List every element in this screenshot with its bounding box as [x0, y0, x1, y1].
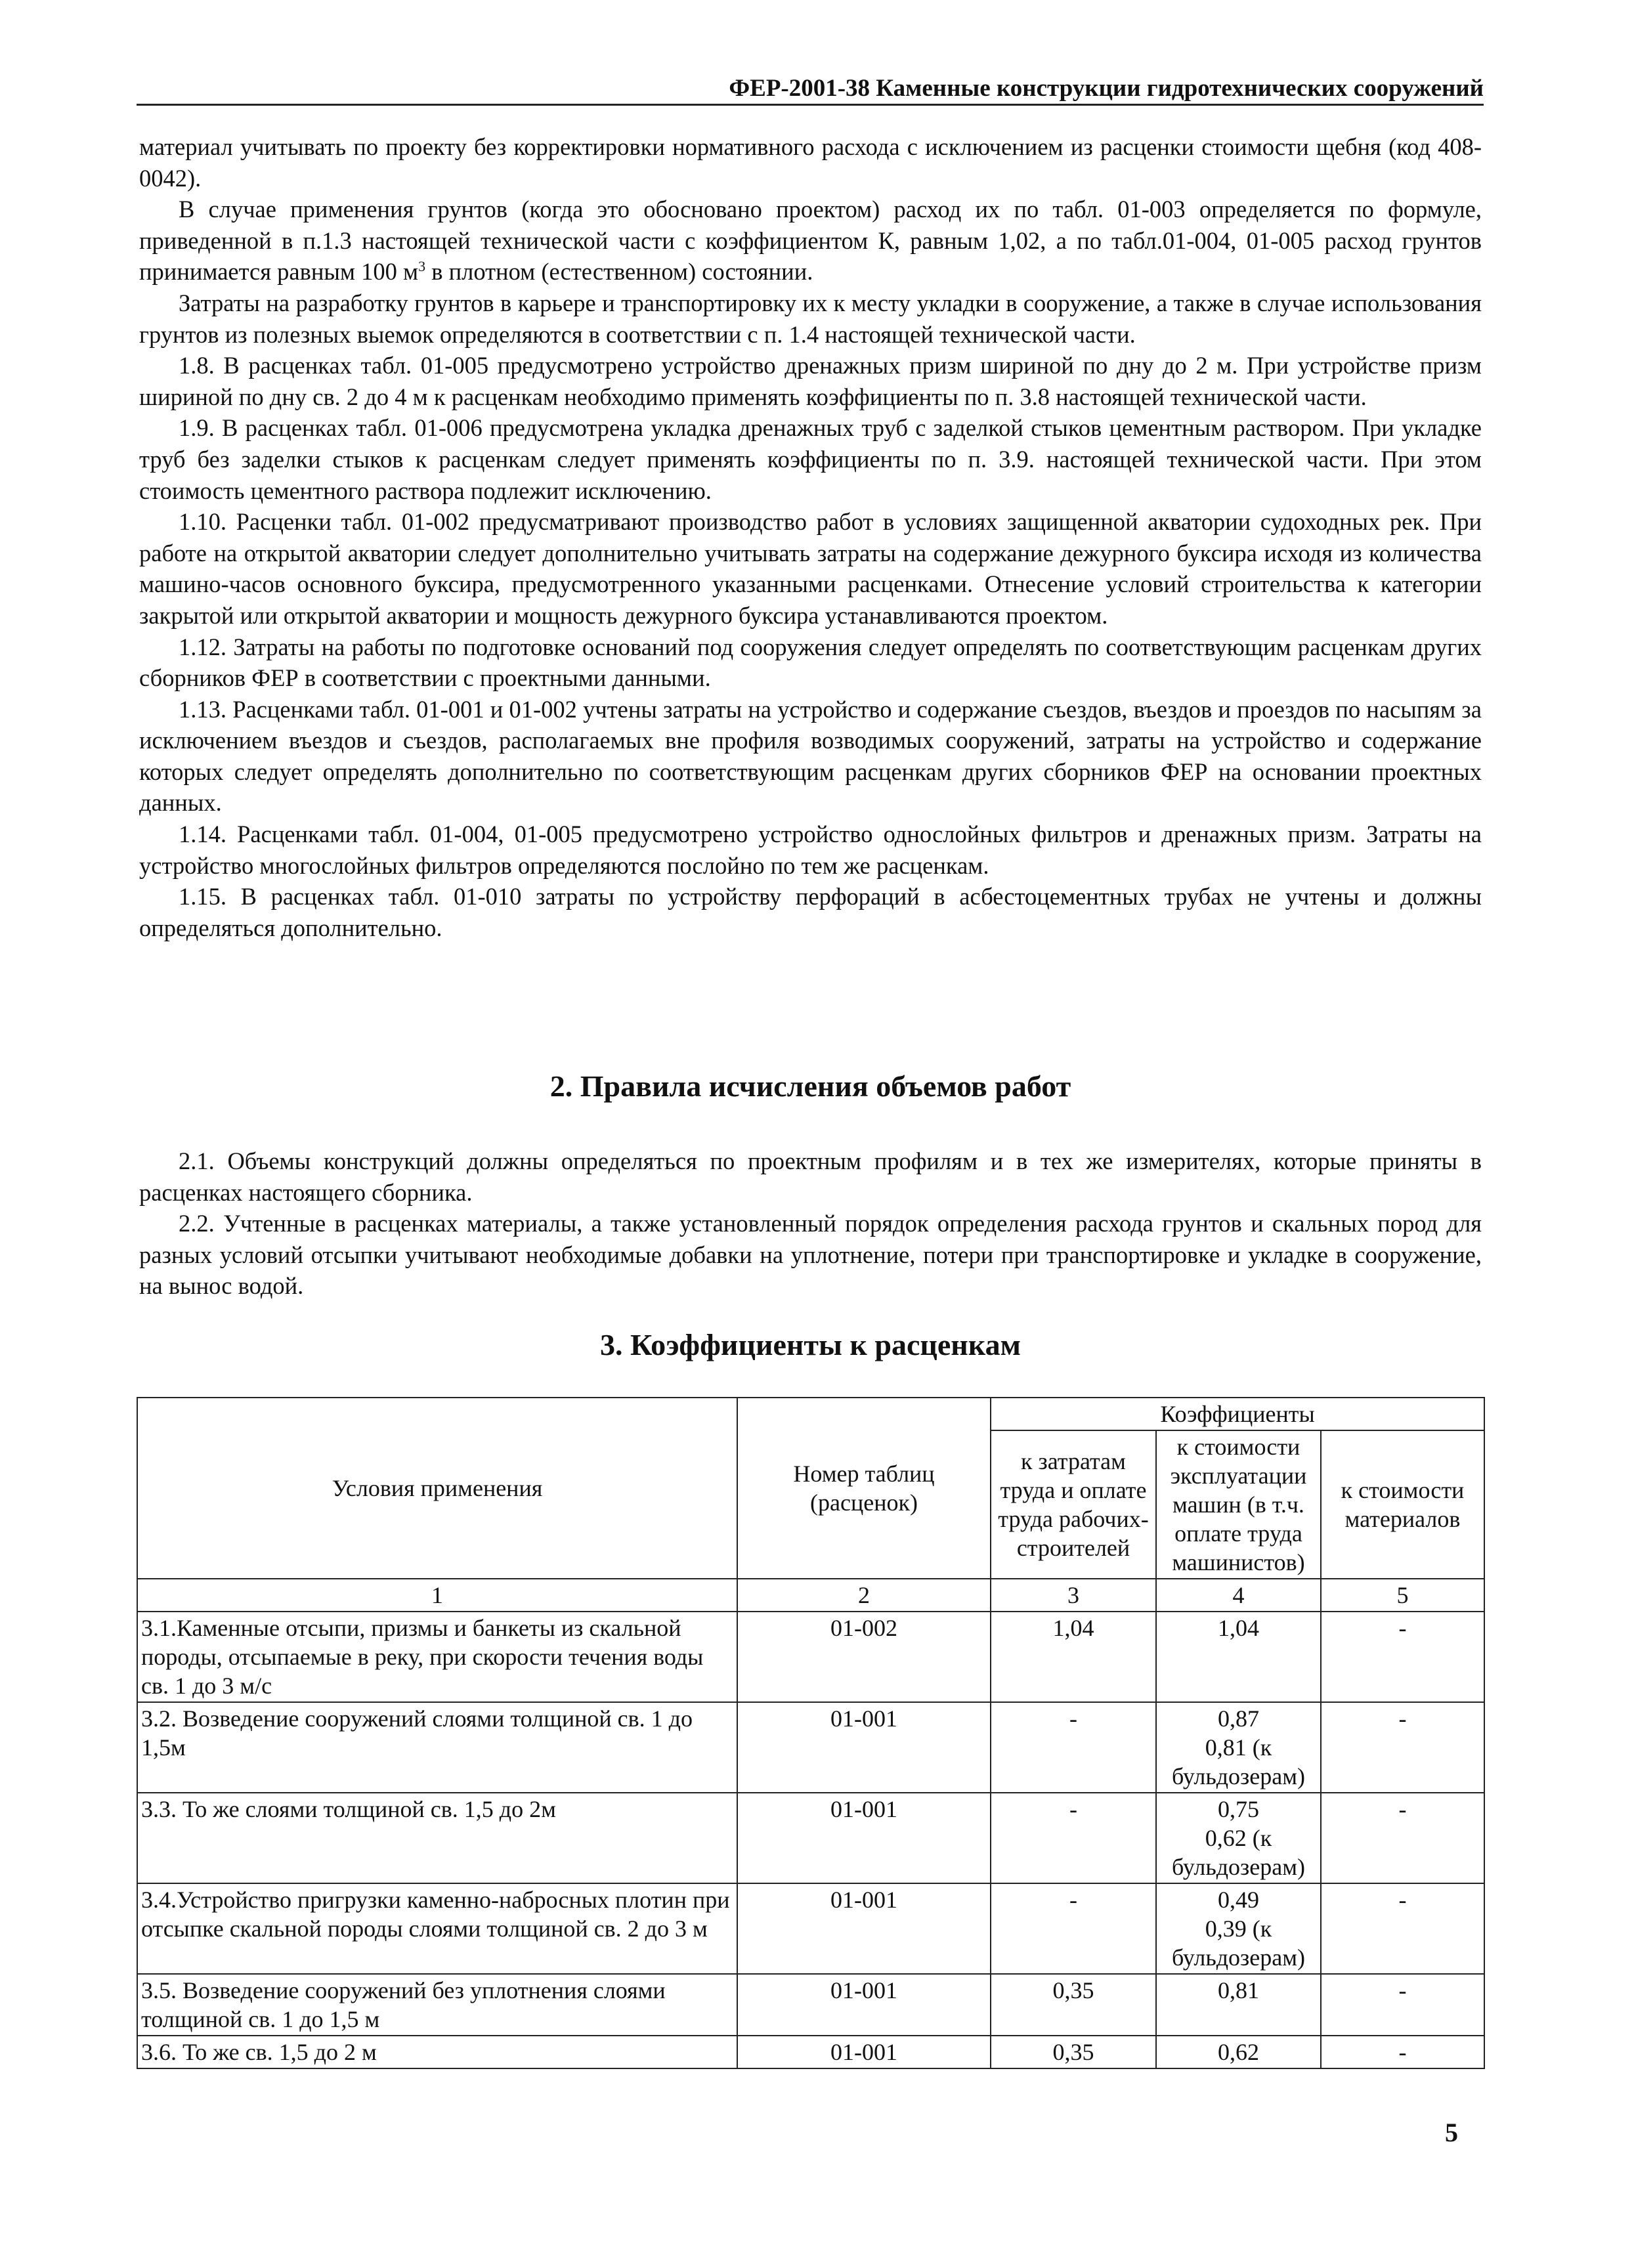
- column-number: 2: [737, 1579, 991, 1612]
- cell-conditions: 3.4.Устройство пригрузки каменно-набросных плотин при отсыпке скальной породы слоями толщиной св. 2 до 3 м: [137, 1883, 737, 1974]
- column-number: 4: [1156, 1579, 1321, 1612]
- header-coefficients: Коэффициенты: [991, 1398, 1484, 1430]
- cell-conditions: 3.6. То же св. 1,5 до 2 м: [137, 2036, 737, 2068]
- machines-value: 0,81: [1218, 1977, 1259, 2003]
- machines-note: 0,62 (к бульдозерам): [1171, 1825, 1305, 1880]
- paragraph: 1.8. В расценках табл. 01-005 предусмотрено устройство дренажных призм шириной по дну до 2 м. При устройстве призм шириной по дну св. 2 до 4 м к расценкам необходимо применять коэффициенты по п. 3.8 настоящей технической части.: [139, 352, 1482, 410]
- cell-materials: -: [1321, 1883, 1484, 1974]
- cell-table-number: 01-001: [737, 1702, 991, 1793]
- cell-labor: 0,35: [991, 1974, 1156, 2036]
- paragraph: 2.2. Учтенные в расценках материалы, а также установленный порядок определения расхода грунтов и скальных пород для разных условий отсыпки учитывают необходимые добавки на уплотнение, потери при транспортировке и укладке в сооружение, на вынос водой.: [139, 1210, 1482, 1300]
- machines-value: 0,87: [1218, 1705, 1259, 1732]
- paragraph: 1.9. В расценках табл. 01-006 предусмотрена укладка дренажных труб с заделкой стыков цементным раствором. При укладке труб без заделки стыков к расценкам следует применять коэффициенты по п. 3.9. настоящей технической части. При этом стоимость цементного раствора подлежит исключению.: [139, 414, 1482, 504]
- superscript: 3: [418, 258, 426, 275]
- cell-labor: -: [991, 1793, 1156, 1883]
- cell-machines: [1156, 2036, 1321, 2068]
- cell-machines: [1156, 1974, 1321, 2036]
- table-row: [137, 1612, 1484, 1702]
- cell-materials: -: [1321, 2036, 1484, 2068]
- cell-table-number: 01-001: [737, 1793, 991, 1883]
- technical-part-text: [139, 131, 1482, 943]
- paragraph: 1.15. В расценках табл. 01-010 затраты по устройству перфораций в асбестоцементных трубах не учтены и должны определяться дополнительно.: [139, 883, 1482, 941]
- cell-machines: [1156, 1793, 1321, 1883]
- paragraph-part: В случае применения грунтов (когда это обосновано проектом) расход их по табл. 01-003 определяется по формуле, приведенной в п.1.3 настоящей технической части с коэффициентом К, равным 1,02, а по табл.01-004, 01-005 расход грунтов принимается равным 100 м: [139, 196, 1482, 286]
- cell-materials: -: [1321, 1702, 1484, 1793]
- machines-value: 0,49: [1218, 1887, 1259, 1913]
- machines-note: 0,81 (к бульдозерам): [1171, 1734, 1305, 1789]
- cell-table-number: 01-001: [737, 1883, 991, 1974]
- paragraph: Затраты на разработку грунтов в карьере и транспортировку их к месту укладки в сооружение, а также в случае использования грунтов из полезных выемок определяются в соответствии с п. 1.4 настоящей технической части.: [139, 289, 1482, 348]
- cell-machines: [1156, 1702, 1321, 1793]
- paragraph: [139, 194, 1482, 288]
- section-2-text: [139, 1145, 1482, 1302]
- paragraph: 1.13. Расценками табл. 01-001 и 01-002 учтены затраты на устройство и содержание съездов, въездов и проездов по насыпям за исключением въездов и съездов, располагаемых вне профиля возводимых сооружений, затраты на устройство и содержание которых следует определять дополнительно по соответствующим расценкам других сборников ФЕР на основании проектных данных.: [139, 695, 1482, 817]
- paragraph: 1.14. Расценками табл. 01-004, 01-005 предусмотрено устройство однослойных фильтров и дренажных призм. Затраты на устройство многослойных фильтров определяются послойно по тем же расценкам.: [139, 821, 1482, 879]
- paragraph-part: в плотном (естественном) состоянии.: [431, 258, 813, 286]
- page-header: [137, 71, 1484, 106]
- machines-value: 0,75: [1218, 1796, 1259, 1822]
- cell-conditions: 3.3. То же слоями толщиной св. 1,5 до 2м: [137, 1793, 737, 1883]
- machines-value: 1,04: [1218, 1615, 1259, 1641]
- header-labor: к затратам труда и оплате труда рабочих-строителей: [991, 1430, 1156, 1579]
- paragraph: 2.1. Объемы конструкций должны определяться по проектным профилям и в тех же измерителях, которые приняты в расценках настоящего сборника.: [139, 1147, 1482, 1206]
- cell-table-number: 01-001: [737, 1974, 991, 2036]
- cell-conditions: 3.1.Каменные отсыпи, призмы и банкеты из скальной породы, отсыпаемые в реку, при скорости течения воды св. 1 до 3 м/с: [137, 1612, 737, 1702]
- document-title: ФЕР-2001-38 Каменные конструкции гидротехнических сооружений: [729, 75, 1484, 102]
- cell-labor: -: [991, 1883, 1156, 1974]
- cell-labor: 0,35: [991, 2036, 1156, 2068]
- section-3-title: 3. Коэффициенты к расценкам: [600, 1328, 1021, 1361]
- table-header-row: [137, 1398, 1484, 1430]
- table-row: [137, 1793, 1484, 1883]
- cell-materials: -: [1321, 1793, 1484, 1883]
- cell-machines: [1156, 1612, 1321, 1702]
- machines-value: 0,62: [1218, 2039, 1259, 2065]
- column-number-row: [137, 1579, 1484, 1612]
- cell-conditions: 3.2. Возведение сооружений слоями толщиной св. 1 до 1,5м: [137, 1702, 737, 1793]
- cell-machines: [1156, 1883, 1321, 1974]
- column-number: 1: [137, 1579, 737, 1612]
- cell-materials: -: [1321, 1612, 1484, 1702]
- table-row: [137, 2036, 1484, 2068]
- table-row: [137, 1974, 1484, 2036]
- header-materials: к стоимости материалов: [1321, 1430, 1484, 1579]
- paragraph: 1.12. Затраты на работы по подготовке оснований под сооружения следует определять по соответствующим расценкам других сборников ФЕР в соответствии с проектными данными.: [139, 633, 1482, 692]
- table-row: [137, 1702, 1484, 1793]
- cell-table-number: 01-002: [737, 1612, 991, 1702]
- header-table-number: Номер таблиц (расценок): [737, 1398, 991, 1579]
- section-2-title: 2. Правила исчисления объемов работ: [549, 1069, 1071, 1103]
- machines-note: 0,39 (к бульдозерам): [1171, 1915, 1305, 1971]
- cell-materials: -: [1321, 1974, 1484, 2036]
- paragraph: материал учитывать по проекту без корректировки нормативного расхода с исключением из расценки стоимости щебня (код 408-0042).: [139, 133, 1482, 192]
- cell-labor: -: [991, 1702, 1156, 1793]
- cell-table-number: 01-001: [737, 2036, 991, 2068]
- header-conditions: Условия применения: [137, 1398, 737, 1579]
- page-number: 5: [1445, 2118, 1458, 2147]
- column-number: 5: [1321, 1579, 1484, 1612]
- column-number: 3: [991, 1579, 1156, 1612]
- cell-conditions: 3.5. Возведение сооружений без уплотнения слоями толщиной св. 1 до 1,5 м: [137, 1974, 737, 2036]
- coefficients-table: [137, 1397, 1485, 2069]
- paragraph: 1.10. Расценки табл. 01-002 предусматривают производство работ в условиях защищенной акватории судоходных рек. При работе на открытой акватории следует дополнительно учитывать затраты на содержание дежурного буксира исходя из количества машино-часов основного буксира, предусмотренного указанными расценками. Отнесение условий строительства к категории закрытой или открытой акватории и мощность дежурного буксира устанавливаются проектом.: [139, 508, 1482, 629]
- header-machines: к стоимости эксплуатации машин (в т.ч. оплате труда машинистов): [1156, 1430, 1321, 1579]
- cell-labor: 1,04: [991, 1612, 1156, 1702]
- table-row: [137, 1883, 1484, 1974]
